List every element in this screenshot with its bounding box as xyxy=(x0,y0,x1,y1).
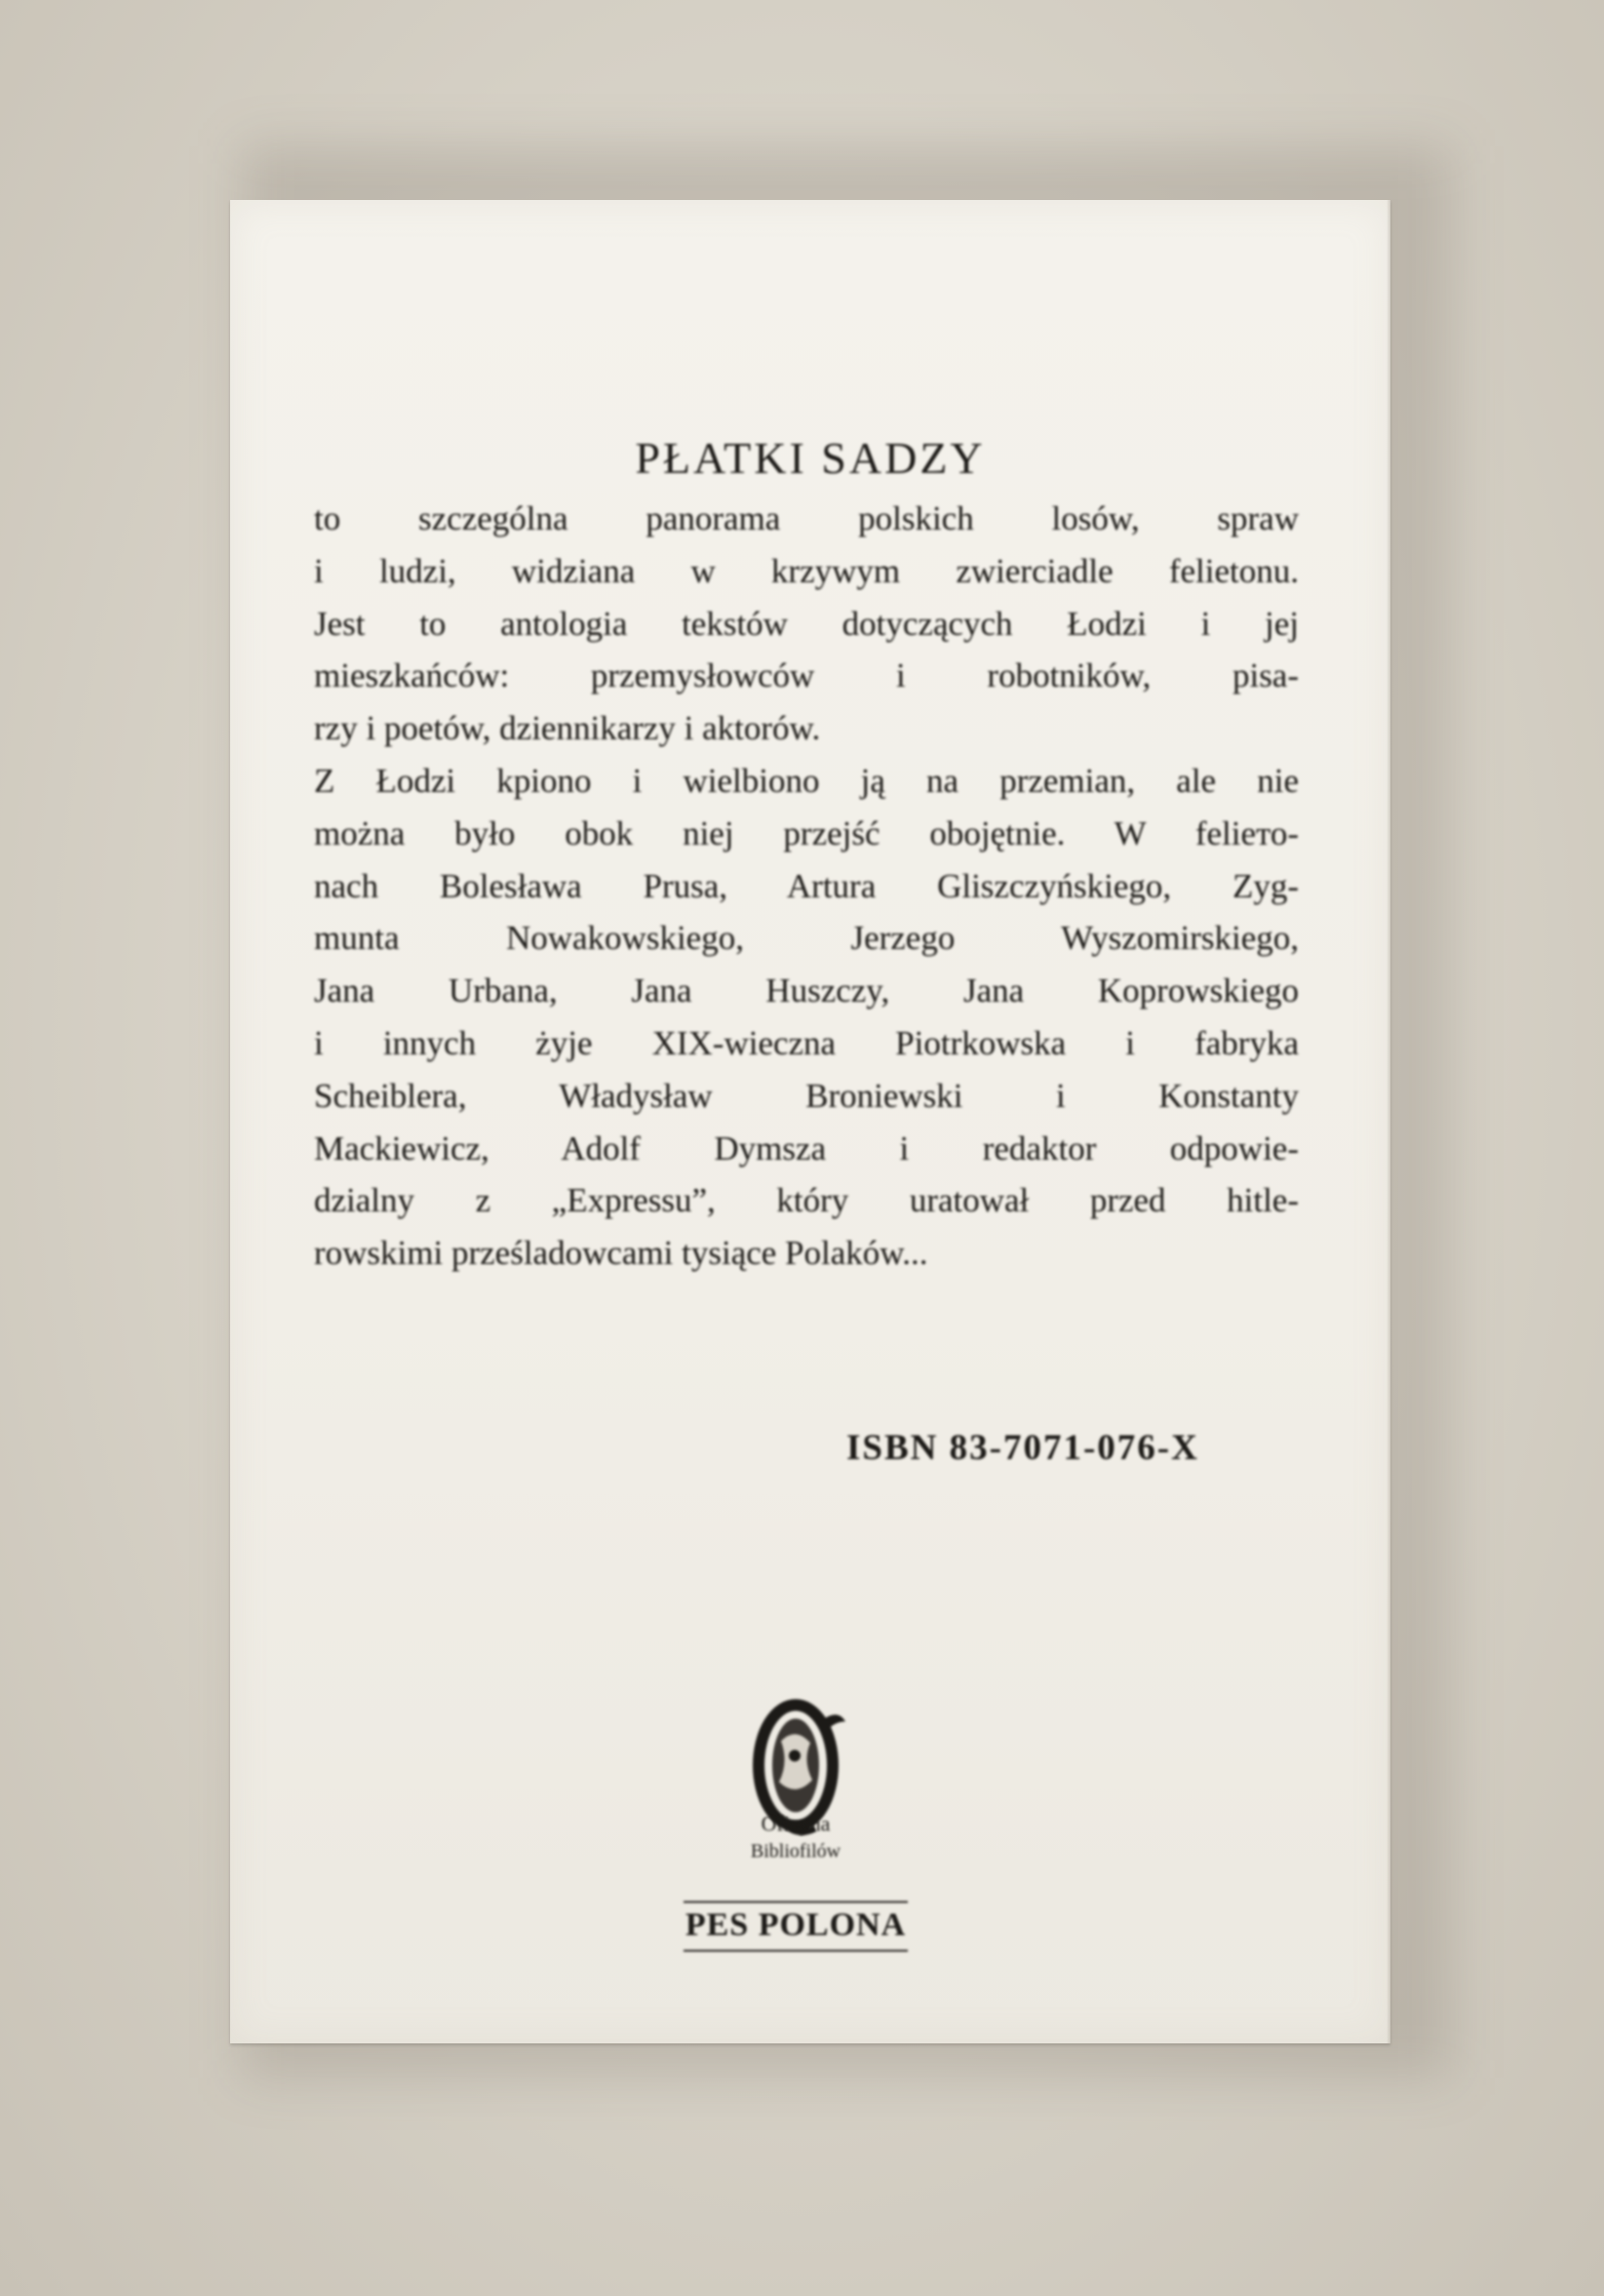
publisher-name: PES POLONA xyxy=(685,1907,907,1943)
blurb-line: Scheiblera, Władysław Broniewski i Konstanty xyxy=(314,1076,1299,1115)
logo-caption-line-2: Bibliofilów xyxy=(750,1841,841,1862)
blurb-line: i ludzi, widziana w krzywym zwierciadle felietonu. xyxy=(314,551,1299,590)
blurb-line: można było obok niej przejść obojętnie. W feliето- xyxy=(314,813,1299,852)
blurb-line: i innych żyje XIX-wieczna Piotrkowska i fabryka xyxy=(314,1023,1299,1062)
book-title: PŁATKI SADZY xyxy=(635,433,986,483)
book-back-cover xyxy=(230,200,1390,2043)
blurb-line: Z Łodzi kpiono i wielbiono ją na przemian, ale nie xyxy=(314,761,1299,800)
isbn-number: ISBN 83-7071-076-X xyxy=(846,1428,1199,1468)
blurb-line: dzialny z „Expressu”, który uratował przed hitle- xyxy=(314,1181,1299,1220)
blurb-line: Jana Urbana, Jana Huszczy, Jana Koprowskiego xyxy=(314,971,1299,1010)
blurb-line: to szczególna panorama polskich losów, spraw xyxy=(314,499,1299,537)
blurb-line: Jest to antologia tekstów dotyczących Łodzi i jej xyxy=(314,604,1299,643)
blurb-line: Mackiewicz, Adolf Dymsza i redaktor odpowie- xyxy=(314,1128,1299,1168)
blurb-line: rzy i poetów, dziennikarzy i aktorów. xyxy=(314,709,821,748)
blurb-line: munta Nowakowskiego, Jerzego Wyszomirskiego, xyxy=(314,919,1299,958)
blurb-line: nach Bolesława Prusa, Artura Gliszczyńskiego, Zyg- xyxy=(314,866,1299,905)
blurb-line: rowskimi prześladowcami tysiące Polaków... xyxy=(314,1234,928,1273)
publisher-rule-top xyxy=(684,1901,908,1903)
logo-caption-line-1: Oficyna xyxy=(761,1811,831,1836)
blurb-text xyxy=(314,493,1299,1280)
publisher-rule-bottom xyxy=(684,1950,908,1952)
publisher-mark xyxy=(674,1897,918,1956)
blurb-line: mieszkańców: przemysłowców i robotników, pisa- xyxy=(314,656,1299,695)
